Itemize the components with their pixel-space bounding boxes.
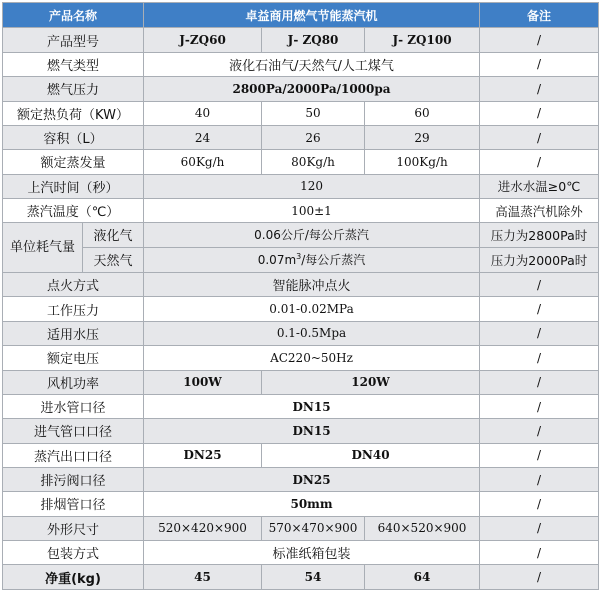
- cell-value: 80Kg/h: [262, 150, 365, 174]
- row-label: 产品型号: [3, 28, 144, 52]
- table-row-volume: [3, 125, 599, 149]
- table-row-dimensions: [3, 516, 599, 540]
- cell-note: /: [480, 419, 599, 443]
- table-row-consumption-ng: [3, 247, 599, 272]
- cell-value: 520×420×900: [144, 516, 262, 540]
- cell-value: DN25: [144, 467, 480, 491]
- row-label: 蒸汽温度（℃）: [3, 198, 144, 222]
- cell-value: 2800Pa/2000Pa/1000pa: [144, 77, 480, 101]
- cell-note: 压力为2800Pa时: [480, 223, 599, 247]
- row-label-consumption: 单位耗气量: [3, 223, 83, 273]
- cell-value: 0.01-0.02MPa: [144, 297, 480, 321]
- cell-value: 标准纸箱包装: [144, 541, 480, 565]
- row-label: 排烟管口径: [3, 492, 144, 516]
- cell-note: /: [480, 125, 599, 149]
- row-label: 容积（L）: [3, 125, 144, 149]
- table-row-consumption-lpg: [3, 223, 599, 247]
- cell-value: 570×470×900: [262, 516, 365, 540]
- ng-value-suffix: /每公斤蒸汽: [301, 253, 366, 268]
- cell-value: 29: [365, 125, 480, 149]
- cell-note: /: [480, 321, 599, 345]
- cell-value: 24: [144, 125, 262, 149]
- row-label: 工作压力: [3, 297, 144, 321]
- cell-value: DN25: [144, 443, 262, 467]
- header-row: [3, 3, 599, 28]
- header-note: 备注: [480, 3, 599, 28]
- table-row-work-pressure: [3, 297, 599, 321]
- table-row-gas-pressure: [3, 77, 599, 101]
- table-row-water-pressure: [3, 321, 599, 345]
- cell-value: 100W: [144, 370, 262, 394]
- row-label: 排污阀口径: [3, 467, 144, 491]
- cell-value: AC220~50Hz: [144, 346, 480, 370]
- cell-value: 100±1: [144, 198, 480, 222]
- cell-value: 液化石油气/天然气/人工煤气: [144, 52, 480, 76]
- cell-note: 进水水温≥0℃: [480, 174, 599, 198]
- row-sublabel-lpg: 液化气: [83, 223, 144, 247]
- cell-value: 640×520×900: [365, 516, 480, 540]
- table-row-voltage: [3, 346, 599, 370]
- cell-note: /: [480, 492, 599, 516]
- row-label: 额定蒸发量: [3, 150, 144, 174]
- cell-value: 26: [262, 125, 365, 149]
- row-label: 燃气压力: [3, 77, 144, 101]
- row-label: 风机功率: [3, 370, 144, 394]
- cell-note: /: [480, 52, 599, 76]
- cell-note: /: [480, 273, 599, 297]
- row-label: 进水管口径: [3, 394, 144, 418]
- table-row-gas-type: [3, 52, 599, 76]
- row-label: 蒸汽出口口径: [3, 443, 144, 467]
- cell-note: /: [480, 370, 599, 394]
- cell-value: 64: [365, 565, 480, 590]
- cell-note: /: [480, 467, 599, 491]
- table-row-ignition: [3, 273, 599, 297]
- row-label: 进气管口口径: [3, 419, 144, 443]
- cell-note: /: [480, 516, 599, 540]
- row-label: 包装方式: [3, 541, 144, 565]
- row-label: 额定热负荷（KW）: [3, 101, 144, 125]
- row-label: 上汽时间（秒）: [3, 174, 144, 198]
- cell-note: /: [480, 565, 599, 590]
- cell-note: /: [480, 394, 599, 418]
- table-row-steam-outlet: [3, 443, 599, 467]
- table-row-water-inlet: [3, 394, 599, 418]
- cell-value: 120: [144, 174, 480, 198]
- cell-note: /: [480, 101, 599, 125]
- row-label: 额定电压: [3, 346, 144, 370]
- table-row-packing: [3, 541, 599, 565]
- cell-value: 0.1-0.5Mpa: [144, 321, 480, 345]
- cell-value: 智能脉冲点火: [144, 273, 480, 297]
- cell-value: DN15: [144, 394, 480, 418]
- table-row-net-weight: [3, 565, 599, 590]
- table-row-flue: [3, 492, 599, 516]
- cell-value: [144, 247, 480, 272]
- cell-note: /: [480, 150, 599, 174]
- cell-note: /: [480, 443, 599, 467]
- cell-note: 高温蒸汽机除外: [480, 198, 599, 222]
- row-label: 净重(kg): [3, 565, 144, 590]
- table-row-gas-inlet: [3, 419, 599, 443]
- cell-value: 45: [144, 565, 262, 590]
- cell-note: /: [480, 541, 599, 565]
- cell-note: /: [480, 297, 599, 321]
- cell-value: J- ZQ100: [365, 28, 480, 52]
- cell-value: 120W: [262, 370, 480, 394]
- table-row-steam-temp: [3, 198, 599, 222]
- cell-value: 50: [262, 101, 365, 125]
- cell-note: /: [480, 77, 599, 101]
- table-row-steam-time: [3, 174, 599, 198]
- row-sublabel-ng: 天然气: [83, 247, 144, 272]
- row-label: 适用水压: [3, 321, 144, 345]
- spec-table: [2, 2, 599, 590]
- cell-note: /: [480, 346, 599, 370]
- cell-value: 60: [365, 101, 480, 125]
- cell-value: DN15: [144, 419, 480, 443]
- cell-value: 0.06公斤/每公斤蒸汽: [144, 223, 480, 247]
- cell-value: 54: [262, 565, 365, 590]
- table-row-fan-power: [3, 370, 599, 394]
- cell-note: 压力为2000Pa时: [480, 247, 599, 272]
- cell-value: 50mm: [144, 492, 480, 516]
- table-row-heat-load: [3, 101, 599, 125]
- table-row-model: [3, 28, 599, 52]
- cell-value: J-ZQ60: [144, 28, 262, 52]
- cell-note: /: [480, 28, 599, 52]
- header-product: 卓益商用燃气节能蒸汽机: [144, 3, 480, 28]
- ng-value-superscript: 3: [296, 252, 302, 262]
- cell-value: 100Kg/h: [365, 150, 480, 174]
- cell-value: J- ZQ80: [262, 28, 365, 52]
- cell-value: DN40: [262, 443, 480, 467]
- row-label: 燃气类型: [3, 52, 144, 76]
- ng-value-prefix: 0.07m: [257, 253, 297, 268]
- row-label: 外形尺寸: [3, 516, 144, 540]
- header-name: 产品名称: [3, 3, 144, 28]
- table-row-steam-rate: [3, 150, 599, 174]
- cell-value: 60Kg/h: [144, 150, 262, 174]
- cell-value: 40: [144, 101, 262, 125]
- row-label: 点火方式: [3, 273, 144, 297]
- table-row-drain-valve: [3, 467, 599, 491]
